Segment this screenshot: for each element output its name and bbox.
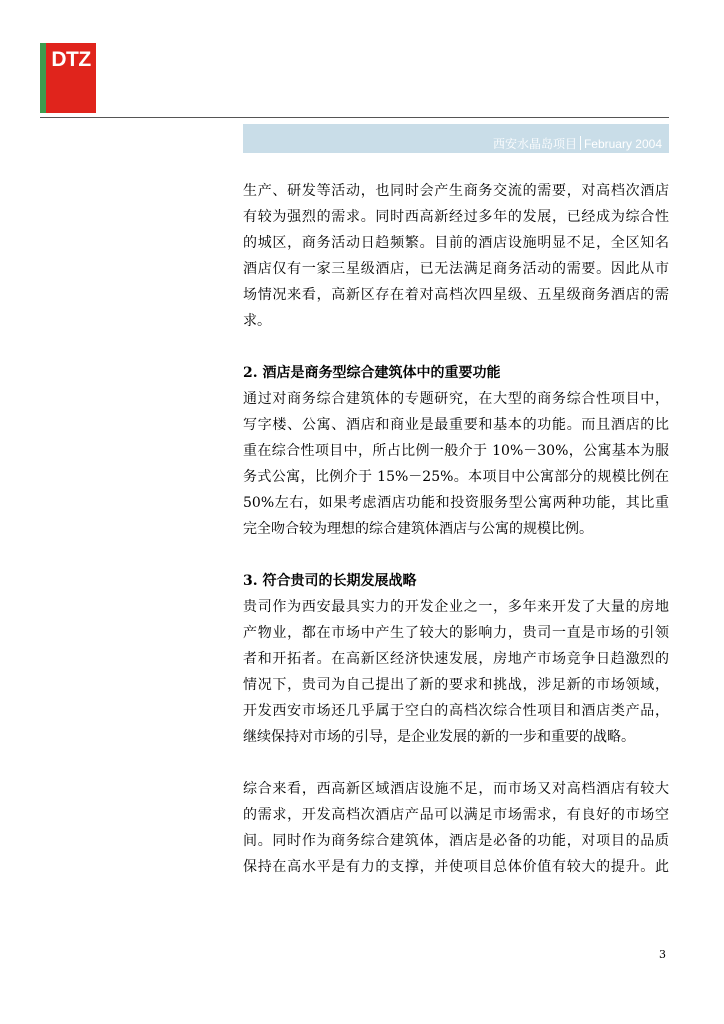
paragraph-1-line: 酒店仅有一家三星级酒店，已无法满足商务活动的需要。因此从市 bbox=[243, 261, 669, 277]
spacer bbox=[243, 334, 669, 360]
header-project: 西安水晶岛项目 bbox=[492, 137, 577, 151]
page-number: 3 bbox=[659, 948, 666, 961]
final-paragraph-line: 的需求，开发高档次酒店产品可以满足市场需求，有良好的市场空 bbox=[243, 807, 669, 823]
spacer bbox=[243, 542, 669, 568]
section-3-line: 继续保持对市场的引导，是企业发展的新的一步和重要的战略。 bbox=[243, 729, 635, 745]
header-separator bbox=[580, 136, 581, 150]
section-3-line: 开发西安市场还几乎属于空白的高档次综合性项目和酒店类产品， bbox=[243, 703, 669, 719]
document-body bbox=[243, 178, 669, 880]
section-3-line: 贵司作为西安最具实力的开发企业之一，多年来开发了大量的房地 bbox=[243, 599, 669, 615]
section-2-line: 通过对商务综合建筑体的专题研究，在大型的商务综合性项目中， bbox=[243, 391, 669, 407]
section-2-line: 完全吻合较为理想的综合建筑体酒店与公寓的规模比例。 bbox=[243, 521, 593, 537]
final-paragraph-line: 间。同时作为商务综合建筑体，酒店是必备的功能，对项目的品质 bbox=[243, 833, 669, 849]
section-2-heading: 2. 酒店是商务型综合建筑体中的重要功能 bbox=[243, 365, 501, 381]
section-3-line: 者和开拓者。在高新区经济快速发展，房地产市场竞争日趋激烈的 bbox=[243, 651, 669, 667]
paragraph-1-line: 生产、研发等活动，也同时会产生商务交流的需要，对高档次酒店 bbox=[243, 183, 669, 199]
section-3-heading: 3. 符合贵司的长期发展战略 bbox=[243, 573, 417, 589]
section-2-line: 写字楼、公寓、酒店和商业是最重要和基本的功能。而且酒店的比 bbox=[243, 417, 669, 433]
section-3-line: 产物业，都在市场中产生了较大的影响力，贵司一直是市场的引领 bbox=[243, 625, 669, 641]
paragraph-1-line: 求。 bbox=[243, 313, 271, 329]
section-2-line: 务式公寓，比例介于 15%－25%。本项目中公寓部分的规模比例在 bbox=[243, 469, 669, 485]
dtz-logo bbox=[40, 43, 96, 113]
paragraph-1-line: 场情况来看，高新区存在着对高档次四星级、五星级商务酒店的需 bbox=[243, 287, 669, 303]
section-2-line: 50%左右，如果考虑酒店功能和投资服务型公寓两种功能，其比重 bbox=[243, 495, 669, 511]
spacer bbox=[243, 750, 669, 776]
final-paragraph-line: 综合来看，西高新区域酒店设施不足，而市场又对高档酒店有较大 bbox=[243, 781, 669, 797]
paragraph-1-line: 有较为强烈的需求。同时西高新经过多年的发展，已经成为综合性 bbox=[243, 209, 669, 225]
header-text bbox=[493, 135, 662, 152]
section-2-line: 重在综合性项目中，所占比例一般介于 10%－30%，公寓基本为服 bbox=[243, 443, 669, 459]
section-3-line: 情况下，贵司为自己提出了新的要求和挑战，涉足新的市场领域， bbox=[243, 677, 669, 693]
logo-text: DTZ bbox=[51, 48, 91, 71]
header-date: February 2004 bbox=[583, 137, 662, 151]
paragraph-1-line: 的城区，商务活动日趋频繁。目前的酒店设施明显不足，全区知名 bbox=[243, 235, 669, 251]
header-rule bbox=[40, 117, 669, 118]
final-paragraph-line: 保持在高水平是有力的支撑，并使项目总体价值有较大的提升。此 bbox=[243, 859, 669, 875]
header-band bbox=[243, 124, 669, 153]
